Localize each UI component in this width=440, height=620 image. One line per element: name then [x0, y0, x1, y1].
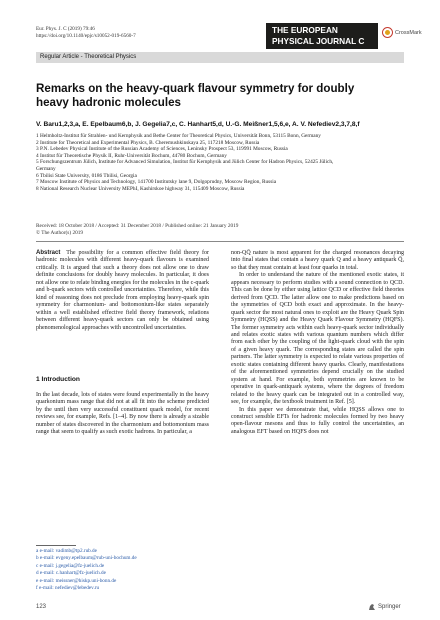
affiliation-list	[36, 133, 410, 192]
copyright-notice: © The Author(s) 2019	[36, 230, 84, 236]
publisher-name: Springer	[378, 604, 401, 610]
section-heading-introduction: 1 Introduction	[36, 376, 80, 383]
affiliation-item: 7 Moscow Institute of Physics and Technology, 141700 Institutsky lane 9, Dolgoprudny, Moscow Region, Russia	[36, 179, 277, 186]
affiliation-item: 8 National Research Nuclear University MEPhI, Kashirskoe highway 31, 115409 Moscow, Russia	[36, 185, 245, 192]
journal-name-line1: THE EUROPEAN	[272, 25, 338, 35]
doi-link[interactable]: https://doi.org/10.1140/epjc/s10052-019-6560-7	[36, 33, 136, 39]
header-citation	[36, 26, 136, 40]
introduction-paragraph	[36, 392, 209, 437]
crossmark-badge[interactable]	[382, 27, 422, 38]
email-link[interactable]: f e-mail: nefediev@lebedev.ru	[36, 585, 100, 592]
abstract-label: Abstract	[36, 250, 61, 256]
article-type-banner: Regular Article - Theoretical Physics	[36, 52, 404, 63]
affiliation-item: 3 P.N. Lebedev Physical Institute of the Russian Academy of Sciences, Leninsky Prospect 53, 119991 Moscow, Russia	[36, 146, 288, 153]
right-paragraph-2: In order to understand the nature of the mentioned exotic states, it appears necessary to perform studies with a sound connection to QCD. This can be done by either using lattice QCD or effective field theories derived from QCD. The latter allow one to make predictions based on the symmetries of QCD both exact and approximate. In the heavy-quark sector the most natural ones to exploit are the Heavy Quark Spin Symmetry (HQSS) and the Heavy Quark Flavour Symmetry (HQFS). The former symmetry acts within each heavy-quark sector individually and relates exotic states with various quantum numbers which differ from each other by the coupling of the light-quark cloud with the spin of a given heavy quark. The corresponding states are called the spin partners. The latter symmetry is expected to relate various properties of exotic states containing different heavy quarks. Clearly, manifestations of the aforementioned symmetries depend crucially on the studied system at hand. For example, both symmetries are known to be operative in quark-antiquark systems, where the degrees of freedom related to the heavy quark can be integrated out in a controlled way, see, for example, the textbook treatment in Ref. [5].	[231, 272, 404, 406]
springer-mark	[368, 603, 401, 611]
received-dates: Received: 18 October 2018 / Accepted: 31 December 2018 / Published online: 21 January 2019	[36, 223, 239, 229]
email-link[interactable]: c e-mail: j.gegelia@fz-juelich.de	[36, 562, 105, 569]
springer-horse-icon	[368, 603, 376, 611]
citation-text: Eur. Phys. J. C (2019) 79:46	[36, 26, 95, 32]
journal-logo	[266, 23, 378, 49]
affiliation-item: 1 Helmholtz-Institut für Strahlen- und Kernphysik and Bethe Center for Theoretical Physics, Universität Bonn, 53115 Bonn, Germany	[36, 133, 321, 139]
right-paragraph-1: non-QQ̄ nature is most apparent for the charged resonances decaying into final states that contain a heavy quark Q and a heavy antiquark Q̄, so that they must contain at least four quarks in total.	[231, 250, 404, 271]
footnote-divider	[36, 545, 76, 546]
email-link[interactable]: e e-mail: meissner@hiskp.uni-bonn.de	[36, 577, 117, 584]
journal-name-line2: PHYSICAL JOURNAL C	[272, 36, 365, 46]
publication-dates	[36, 223, 238, 237]
abstract-text: The possibility for a common effective field theory for hadronic molecules with different heavy-quark flavours is examined critically. It is argued that such a theory does not allow one to draw definite conclusions for doubly heavy molecules. In particular, it does not allow one to relate binding energies for the molecules in the c-quark and b-quark sectors with controlled uncertainties. Therefore, while this kind of reasoning does not preclude from employing heavy-quark spin symmetry for charmonium- and bottomonium-like states separately within a well established effective field theory framework, relations between different heavy-quark sectors can only be obtained using phenomenological approaches with uncontrolled uncertainties.	[36, 250, 210, 331]
email-footnotes	[36, 548, 137, 592]
affiliation-item: 6 Tbilisi State University, 0186 Tbilisi, Georgia	[36, 172, 137, 179]
right-column	[231, 250, 404, 436]
paper-title: Remarks on the heavy-quark flavour symmetry for doubly heavy hadronic molecules	[36, 82, 355, 109]
affiliation-item: 2 Institute for Theoretical and Experimental Physics, B. Cheremushkinskaya 25, 117218 Moscow, Russia	[36, 139, 260, 146]
affiliation-item: 4 Institut für Theoretische Physik II, Ruhr-Universität Bochum, 44780 Bochum, Germany	[36, 152, 227, 159]
introduction-text: In the last decade, lots of states were found experimentally in the heavy quarkonium mass range that did not at all fit into the scheme predicted by the until then very successful constituent quark model, for recent reviews see, for example, Refs. [1–4]. By now there is already a sizable number of states discovered in the charmonium and bottomonium mass range that seem to qualify as such exotic hadrons. In particular, a	[36, 392, 209, 436]
header-divider	[36, 241, 404, 242]
author-list: V. Baru1,2,3,a, E. Epelbaum6,b, J. Gegelia7,c, C. Hanhart5,d, U.-G. Meißner1,5,6,e, A. V. Nefediev2,3,7,8,f	[36, 121, 360, 128]
email-link[interactable]: b e-mail: evgeny.epelbaum@rub-uni-bochum.de	[36, 555, 137, 562]
right-paragraph-3: In this paper we demonstrate that, while HQSS allows one to construct sensible EFTs for hadronic molecules formed by two heavy open-flavour mesons and thus to fully control the uncertainties, an analogous EFT based on HQFS does not	[231, 406, 404, 435]
crossmark-label: CrossMark	[395, 29, 422, 36]
email-link[interactable]: a e-mail: vadimb@tp2.rub.de	[36, 548, 97, 554]
page-number: 123	[36, 604, 47, 610]
affiliation-item: 5 Forschungszentrum Jülich, Institute for Advanced Simulation, Institut für Kernphysik and Jülich Center for Hadron Physics, 52425 Jülich,	[36, 159, 334, 166]
affiliation-item-continued: Germany	[36, 165, 56, 172]
email-link[interactable]: d e-mail: c.hanhart@fz-juelich.de	[36, 570, 106, 577]
abstract-block	[36, 250, 209, 332]
crossmark-icon	[382, 27, 393, 38]
